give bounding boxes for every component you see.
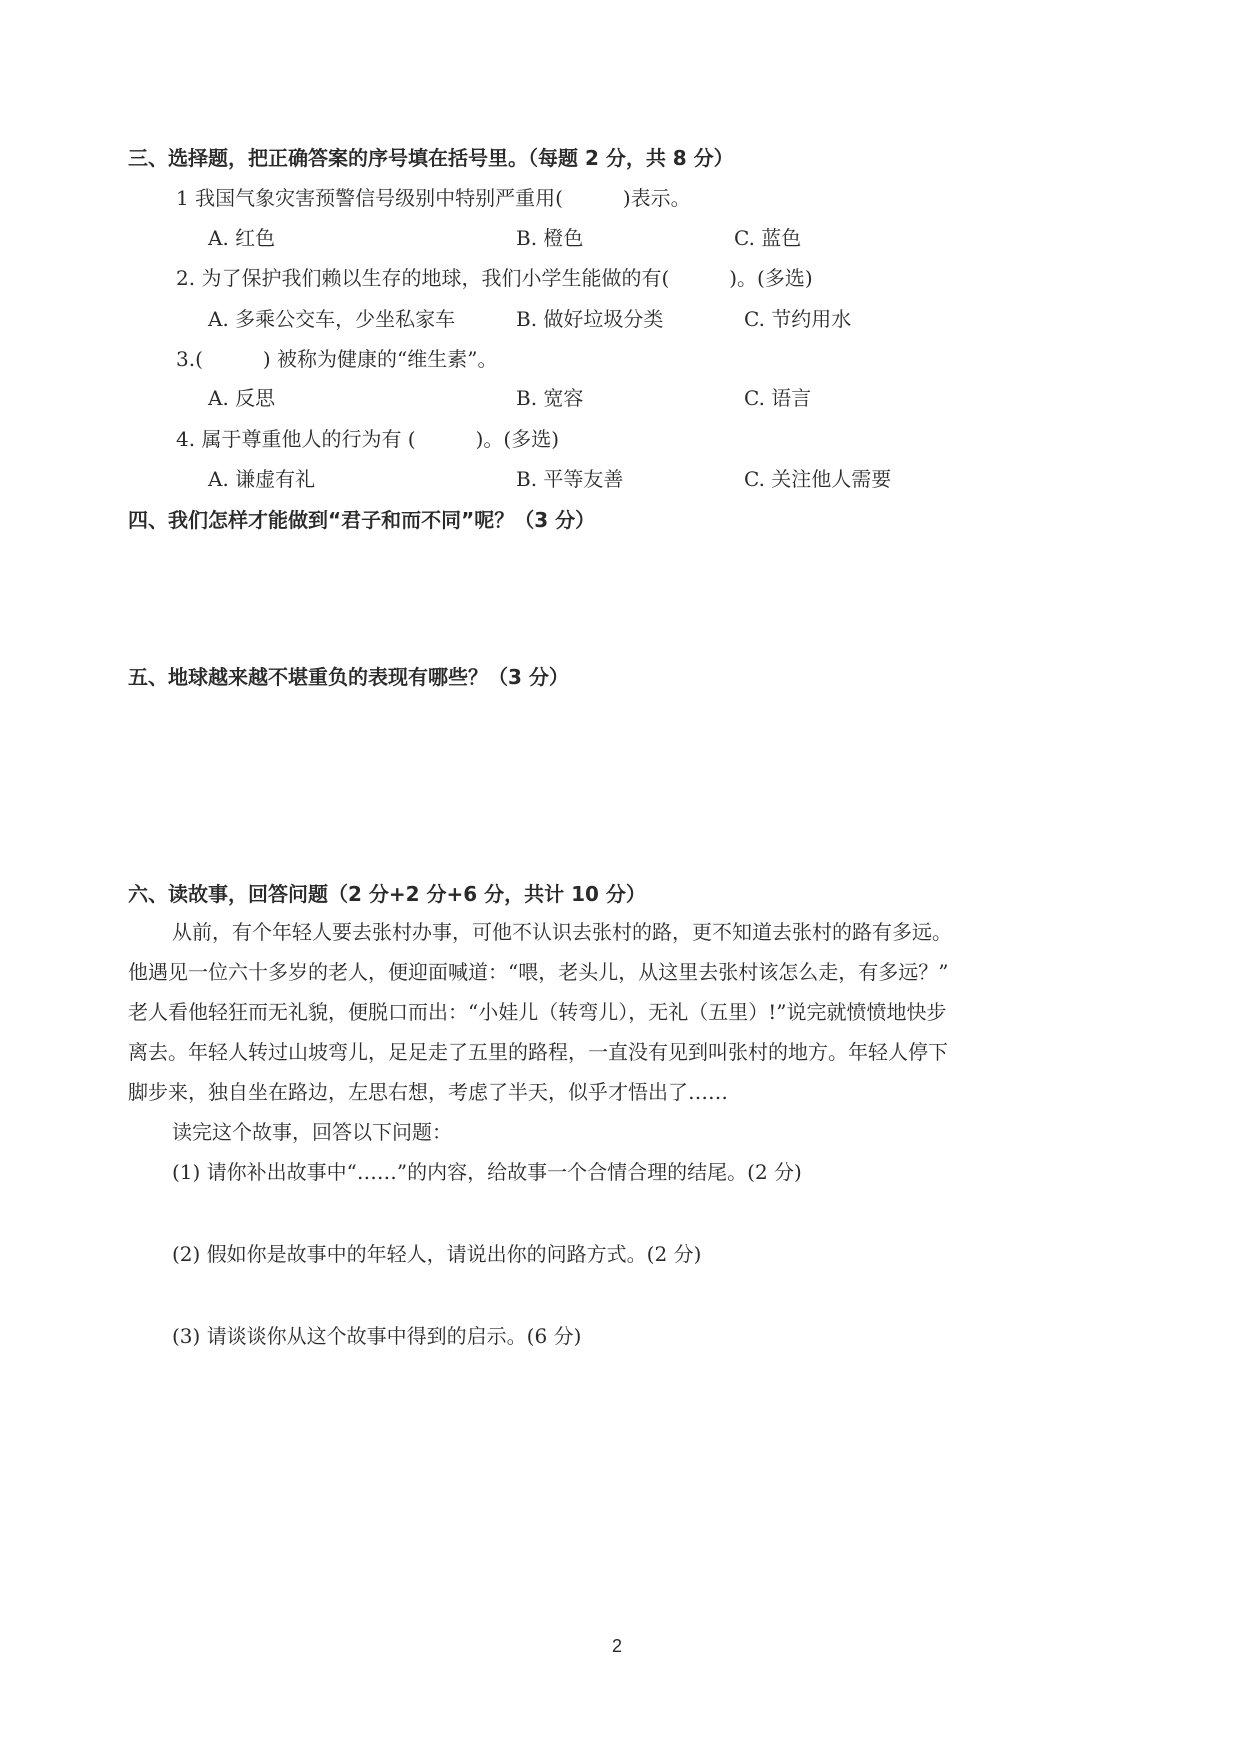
story-line-2: 他遇见一位六十多岁的老人，便迎面喊道：“喂，老头儿，从这里去张村该怎么走，有多远？” (128, 960, 949, 984)
question-1-option-b: B. 橙色 (516, 226, 584, 250)
section-3-heading: 三、选择题，把正确答案的序号填在括号里。（每题 2 分，共 8 分） (128, 146, 734, 170)
question-4-option-a: A. 谦虚有礼 (208, 467, 316, 491)
story-line-1: 从前，有个年轻人要去张村办事，可他不认识去张村的路，更不知道去张村的路有多远。 (172, 920, 952, 944)
question-2-stem: 2. 为了保护我们赖以生存的地球，我们小学生能做的有( )。(多选) (176, 266, 813, 290)
question-1-option-a: A. 红色 (208, 226, 276, 250)
story-question-1: (1) 请你补出故事中“……”的内容，给故事一个合情合理的结尾。(2 分) (172, 1160, 802, 1184)
question-1-stem: 1 我国气象灾害预警信号级别中特别严重用( )表示。 (176, 186, 691, 210)
question-4-stem: 4. 属于尊重他人的行为有 ( )。(多选) (176, 427, 560, 451)
page-number: 2 (612, 1636, 623, 1656)
story-prompt: 读完这个故事，回答以下问题： (172, 1120, 452, 1144)
question-3-stem: 3.( ) 被称为健康的“维生素”。 (176, 347, 498, 371)
story-line-5: 脚步来，独自坐在路边，左思右想，考虑了半天，似乎才悟出了…… (128, 1080, 728, 1104)
section-4-heading: 四、我们怎样才能做到“君子和而不同”呢？（3 分） (128, 508, 596, 532)
story-line-4: 离去。年轻人转过山坡弯儿，足足走了五里的路程，一直没有见到叫张村的地方。年轻人停下 (128, 1040, 948, 1064)
question-3-option-b: B. 宽容 (516, 386, 584, 410)
section-5-heading: 五、地球越来越不堪重负的表现有哪些？（3 分） (128, 665, 569, 689)
question-3-option-c: C. 语言 (744, 386, 812, 410)
question-2-option-c: C. 节约用水 (744, 307, 852, 331)
story-question-2: (2) 假如你是故事中的年轻人，请说出你的问路方式。(2 分) (172, 1242, 702, 1266)
story-question-3: (3) 请谈谈你从这个故事中得到的启示。(6 分) (172, 1324, 582, 1348)
story-line-3: 老人看他轻狂而无礼貌，便脱口而出：“小娃儿（转弯儿），无礼（五里）!”说完就愤愤地快步 (128, 1000, 947, 1024)
section-6-heading: 六、读故事，回答问题（2 分+2 分+6 分，共计 10 分） (128, 882, 646, 906)
question-4-option-c: C. 关注他人需要 (744, 467, 892, 491)
question-2-option-b: B. 做好垃圾分类 (516, 307, 664, 331)
question-2-option-a: A. 多乘公交车，少坐私家车 (208, 307, 456, 331)
question-4-option-b: B. 平等友善 (516, 467, 624, 491)
question-3-option-a: A. 反思 (208, 386, 276, 410)
question-1-option-c: C. 蓝色 (734, 226, 802, 250)
